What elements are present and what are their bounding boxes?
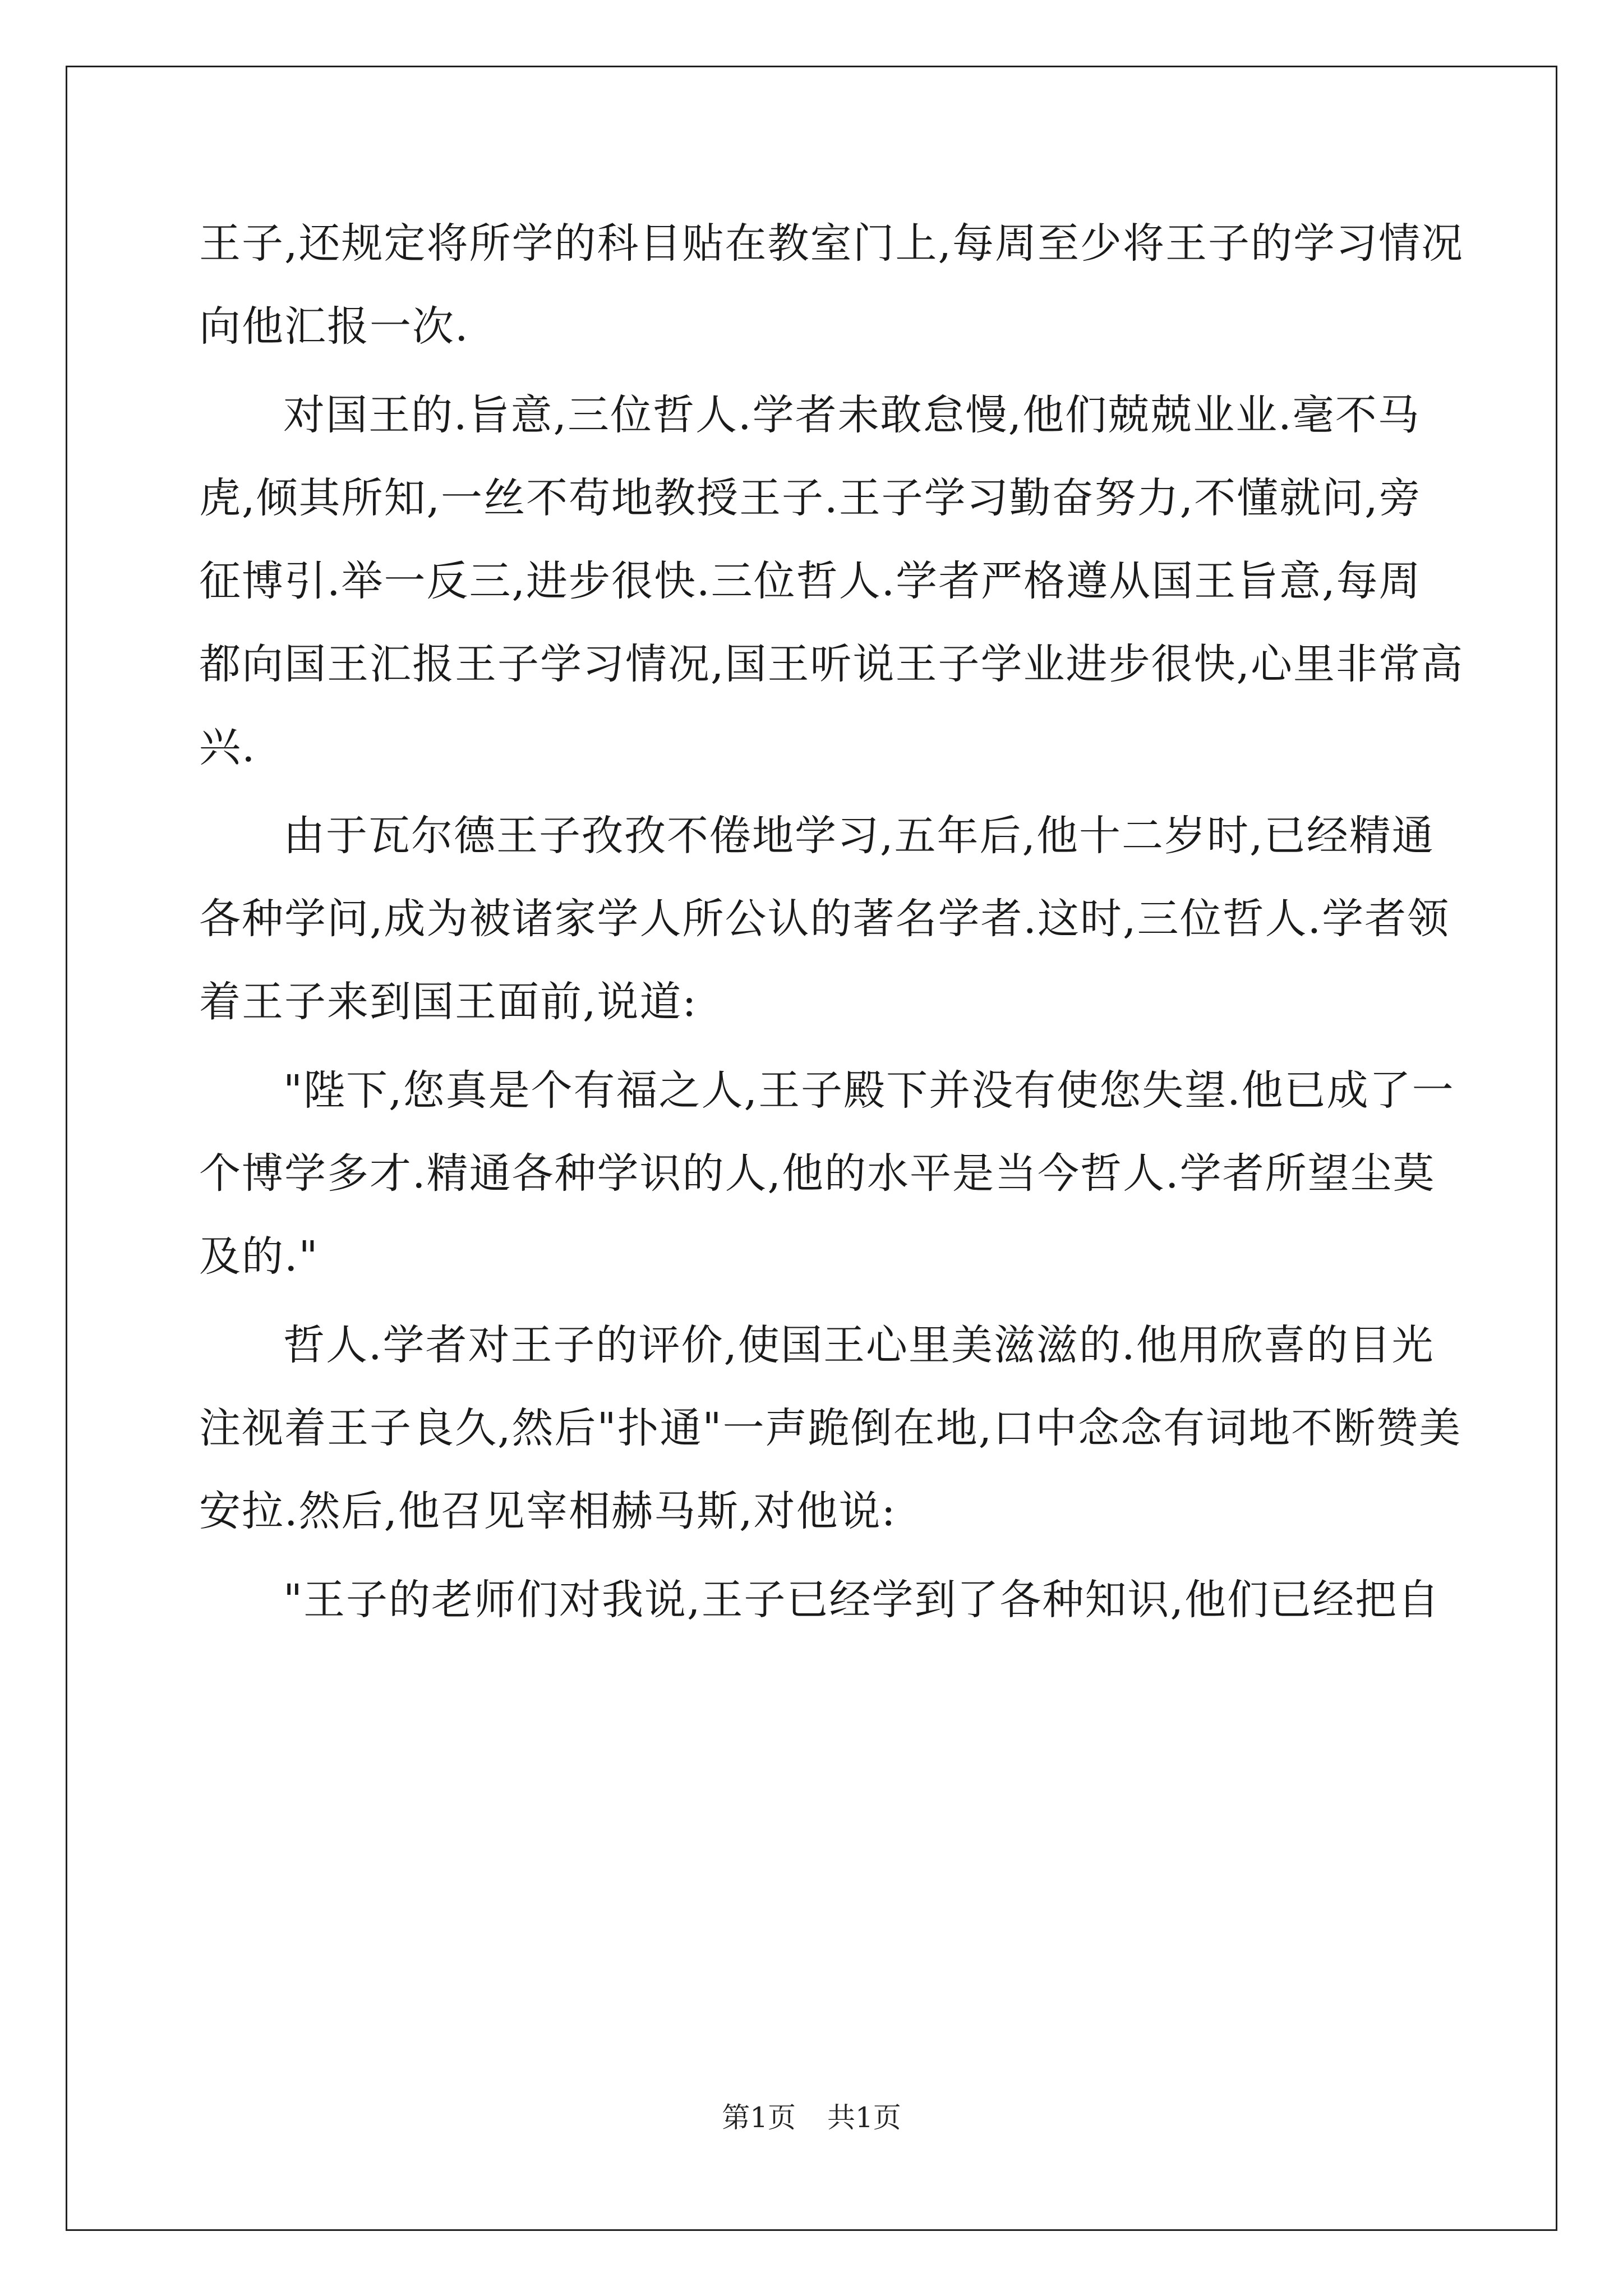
text-line: 个博学多才.精通各种学识的人,他的水平是当今哲人.学者所望尘莫 xyxy=(199,1149,1436,1198)
text-line: 由于瓦尔德王子孜孜不倦地学习,五年后,他十二岁时,已经精通 xyxy=(283,812,1435,860)
text-line: 兴. xyxy=(199,723,256,771)
page-total: 共1页 xyxy=(827,2101,901,2134)
page-footer xyxy=(0,2101,1623,2134)
text-line: "陛下,您真是个有福之人,王子殿下并没有使您失望.他已成了一 xyxy=(283,1066,1455,1115)
text-line: 注视着王子良久,然后"扑通"一声跪倒在地,口中念念有词地不断赞美 xyxy=(199,1404,1462,1452)
text-line: 对国王的.旨意,三位哲人.学者未敢怠慢,他们兢兢业业.毫不马 xyxy=(283,391,1421,439)
text-line: 着王子来到国王面前,说道: xyxy=(199,978,698,1026)
text-line: 哲人.学者对王子的评价,使国王心里美滋滋的.他用欣喜的目光 xyxy=(283,1321,1435,1369)
text-line: "王子的老师们对我说,王子已经学到了各种知识,他们已经把自 xyxy=(283,1576,1441,1624)
page-number: 第1页 xyxy=(722,2101,796,2134)
text-line: 向他汇报一次. xyxy=(199,302,469,351)
text-line: 各种学问,成为被诸家学人所公认的著名学者.这时,三位哲人.学者领 xyxy=(199,895,1450,943)
text-line: 虎,倾其所知,一丝不苟地教授王子.王子学习勤奋努力,不懂就问,旁 xyxy=(199,474,1422,522)
text-line: 征博引.举一反三,进步很快.三位哲人.学者严格遵从国王旨意,每周 xyxy=(199,557,1422,605)
document-body xyxy=(199,202,1464,1641)
text-line: 及的." xyxy=(199,1232,319,1281)
text-line: 都向国王汇报王子学习情况,国王听说王子学业进步很快,心里非常高 xyxy=(199,640,1464,688)
text-line: 王子,还规定将所学的科目贴在教室门上,每周至少将王子的学习情况 xyxy=(199,219,1464,268)
text-line: 安拉.然后,他召见宰相赫马斯,对他说: xyxy=(199,1487,897,1535)
